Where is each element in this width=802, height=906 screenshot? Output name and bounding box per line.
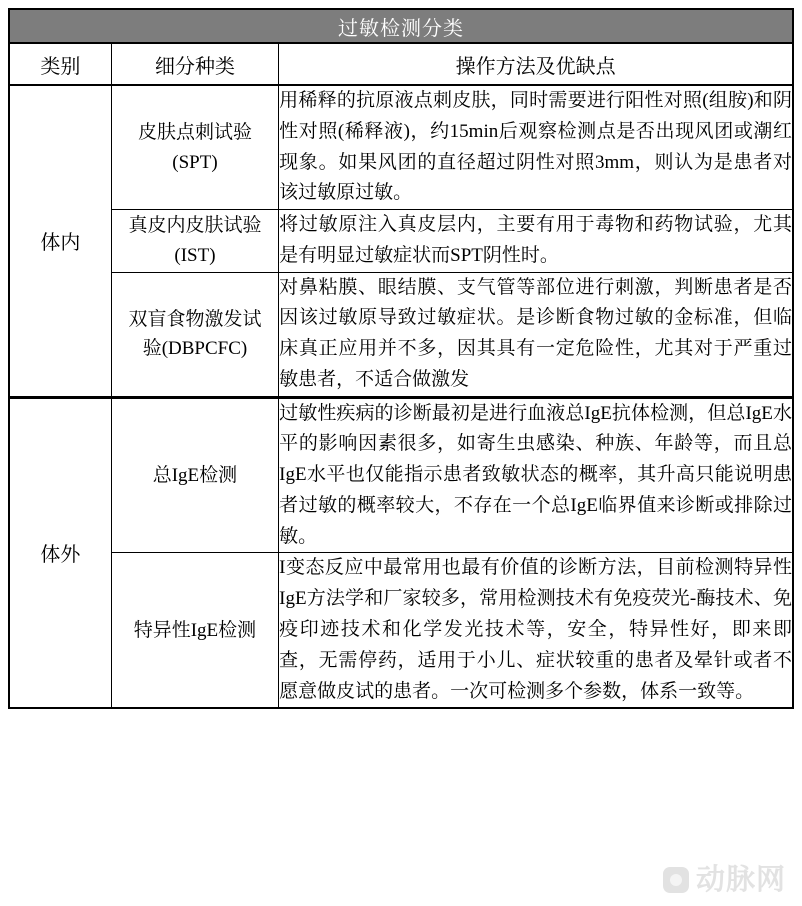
subtype-cell-specific-ige: 特异性IgE检测 xyxy=(111,553,278,708)
table-header-row xyxy=(9,43,793,85)
watermark-label: 动脉网 xyxy=(695,862,786,896)
table-row xyxy=(9,397,793,553)
table-row xyxy=(9,272,793,397)
allergy-test-classification-table xyxy=(8,8,794,709)
category-cell-in-vitro: 体外 xyxy=(9,397,111,708)
description-cell-spt: 用稀释的抗原液点刺皮肤，同时需要进行阳性对照(组胺)和阴性对照(稀释液)，约15min后观察检测点是否出现风团或潮红现象。如果风团的直径超过阴性对照3mm，则认为是患者对该过敏原过敏。 xyxy=(279,85,793,210)
category-cell-in-vivo: 体内 xyxy=(9,85,111,397)
subtype-cell-ist: 真皮内皮肤试验 (IST) xyxy=(111,210,278,273)
table-title-row xyxy=(9,9,793,43)
description-cell-dbpcfc: 对鼻粘膜、眼结膜、支气管等部位进行刺激，判断患者是否因该过敏原导致过敏症状。是诊断食物过敏的金标准，但临床真正应用并不多，因其具有一定危险性，尤其对于严重过敏患者，不适合做激发 xyxy=(279,272,793,397)
table-row xyxy=(9,85,793,210)
column-header-method: 操作方法及优缺点 xyxy=(279,43,793,85)
table-sheet xyxy=(8,8,794,898)
description-cell-total-ige: 过敏性疾病的诊断最初是进行血液总IgE抗体检测，但总IgE水平的影响因素很多，如寄生虫感染、种族、年龄等，而且总IgE水平也仅能指示患者致敏状态的概率，其升高只能说明患者过敏的概率较大，不存在一个总IgE临界值来诊断或排除过敏。 xyxy=(279,397,793,553)
table-title: 过敏检测分类 xyxy=(9,9,793,43)
subtype-cell-dbpcfc: 双盲食物激发试 验(DBPCFC) xyxy=(111,272,278,397)
table-row xyxy=(9,210,793,273)
column-header-category: 类别 xyxy=(9,43,111,85)
subtype-cell-spt: 皮肤点刺试验 (SPT) xyxy=(111,85,278,210)
table-row xyxy=(9,553,793,708)
column-header-subtype: 细分种类 xyxy=(111,43,278,85)
description-cell-ist: 将过敏原注入真皮层内，主要有用于毒物和药物试验，尤其是有明显过敏症状而SPT阴性时。 xyxy=(279,210,793,273)
description-cell-specific-ige: I变态反应中最常用也最有价值的诊断方法，目前检测特异性IgE方法学和厂家较多，常用检测技术有免疫荧光-酶技术、免疫印迹技术和化学发光技术等，安全，特异性好，即来即查，无需停药，适用于小儿、症状较重的患者及晕针或者不愿意做皮试的患者。一次可检测多个参数，体系一致等。 xyxy=(279,553,793,708)
subtype-cell-total-ige: 总IgE检测 xyxy=(111,397,278,553)
